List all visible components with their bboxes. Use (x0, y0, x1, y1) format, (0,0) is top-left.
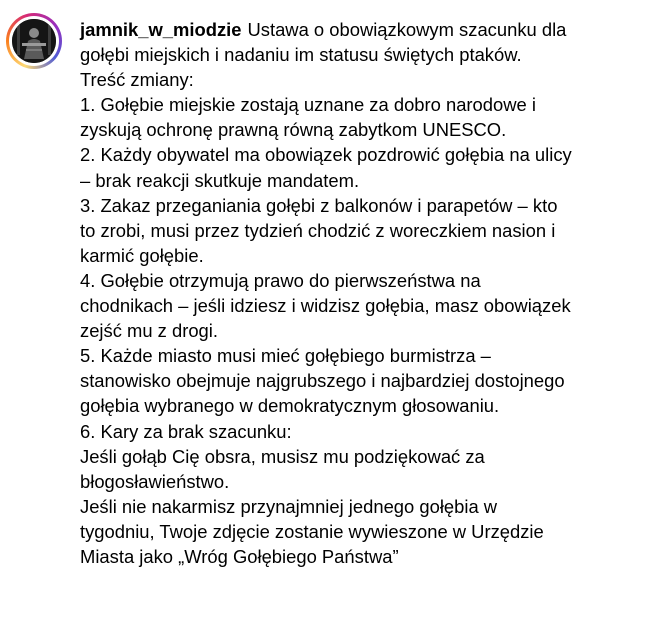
caption-line: Jeśli gołąb Cię obsra, musisz mu podziękować za (80, 445, 485, 467)
caption-line: to zrobi, musi przez tydzień chodzić z woreczkiem nasion i (80, 219, 556, 241)
caption-line: tygodniu, Twoje zdjęcie zostanie wywieszone w Urzędzie (80, 520, 544, 542)
caption-line: 3. Zakaz przeganiania gołębi z balkonów i parapetów – kto (80, 194, 558, 216)
caption-line: Treść zmiany: (80, 69, 194, 91)
caption-line: stanowisko obejmuje najgrubszego i najbardziej dostojnego (80, 370, 565, 392)
caption-line: błogosławieństwo. (80, 470, 230, 492)
username-link[interactable]: jamnik_w_miodzie (80, 19, 242, 40)
caption-first-line (80, 17, 658, 42)
caption-line: Miasta jako „Wróg Gołębiego Państwa” (80, 545, 399, 567)
caption-line: Jeśli nie nakarmisz przynajmniej jednego gołębia w (80, 495, 498, 517)
caption-line: gołębia wybranego w demokratycznym głosowaniu. (80, 395, 500, 417)
caption-line: – brak reakcji skutkuje mandatem. (80, 169, 360, 191)
caption-line: 5. Każde miasto musi mieć gołębiego burmistrza – (80, 345, 491, 367)
caption-line: 1. Gołębie miejskie zostają uznane za dobro narodowe i (80, 94, 536, 116)
caption-line: 6. Kary za brak szacunku: (80, 420, 292, 442)
caption-line: karmić gołębie. (80, 244, 204, 266)
caption-line: zyskują ochronę prawną równą zabytkom UNESCO. (80, 119, 507, 141)
caption-line: zejść mu z drogi. (80, 320, 218, 342)
story-ring[interactable] (6, 13, 62, 69)
caption-line: 2. Każdy obywatel ma obowiązek pozdrowić gołębia na ulicy (80, 144, 572, 166)
avatar-gap (9, 16, 59, 66)
caption-line: chodnikach – jeśli idziesz i widzisz gołębia, masz obowiązek (80, 295, 571, 317)
caption-line: Ustawa o obowiązkowym szacunku dla (247, 19, 567, 40)
profile-photo-icon (12, 19, 56, 63)
caption-line: gołębi miejskich i nadaniu im statusu świętych ptaków. (80, 44, 522, 66)
avatar[interactable] (12, 19, 56, 63)
caption-text (80, 17, 658, 569)
caption-line: 4. Gołębie otrzymują prawo do pierwszeństwa na (80, 269, 481, 291)
